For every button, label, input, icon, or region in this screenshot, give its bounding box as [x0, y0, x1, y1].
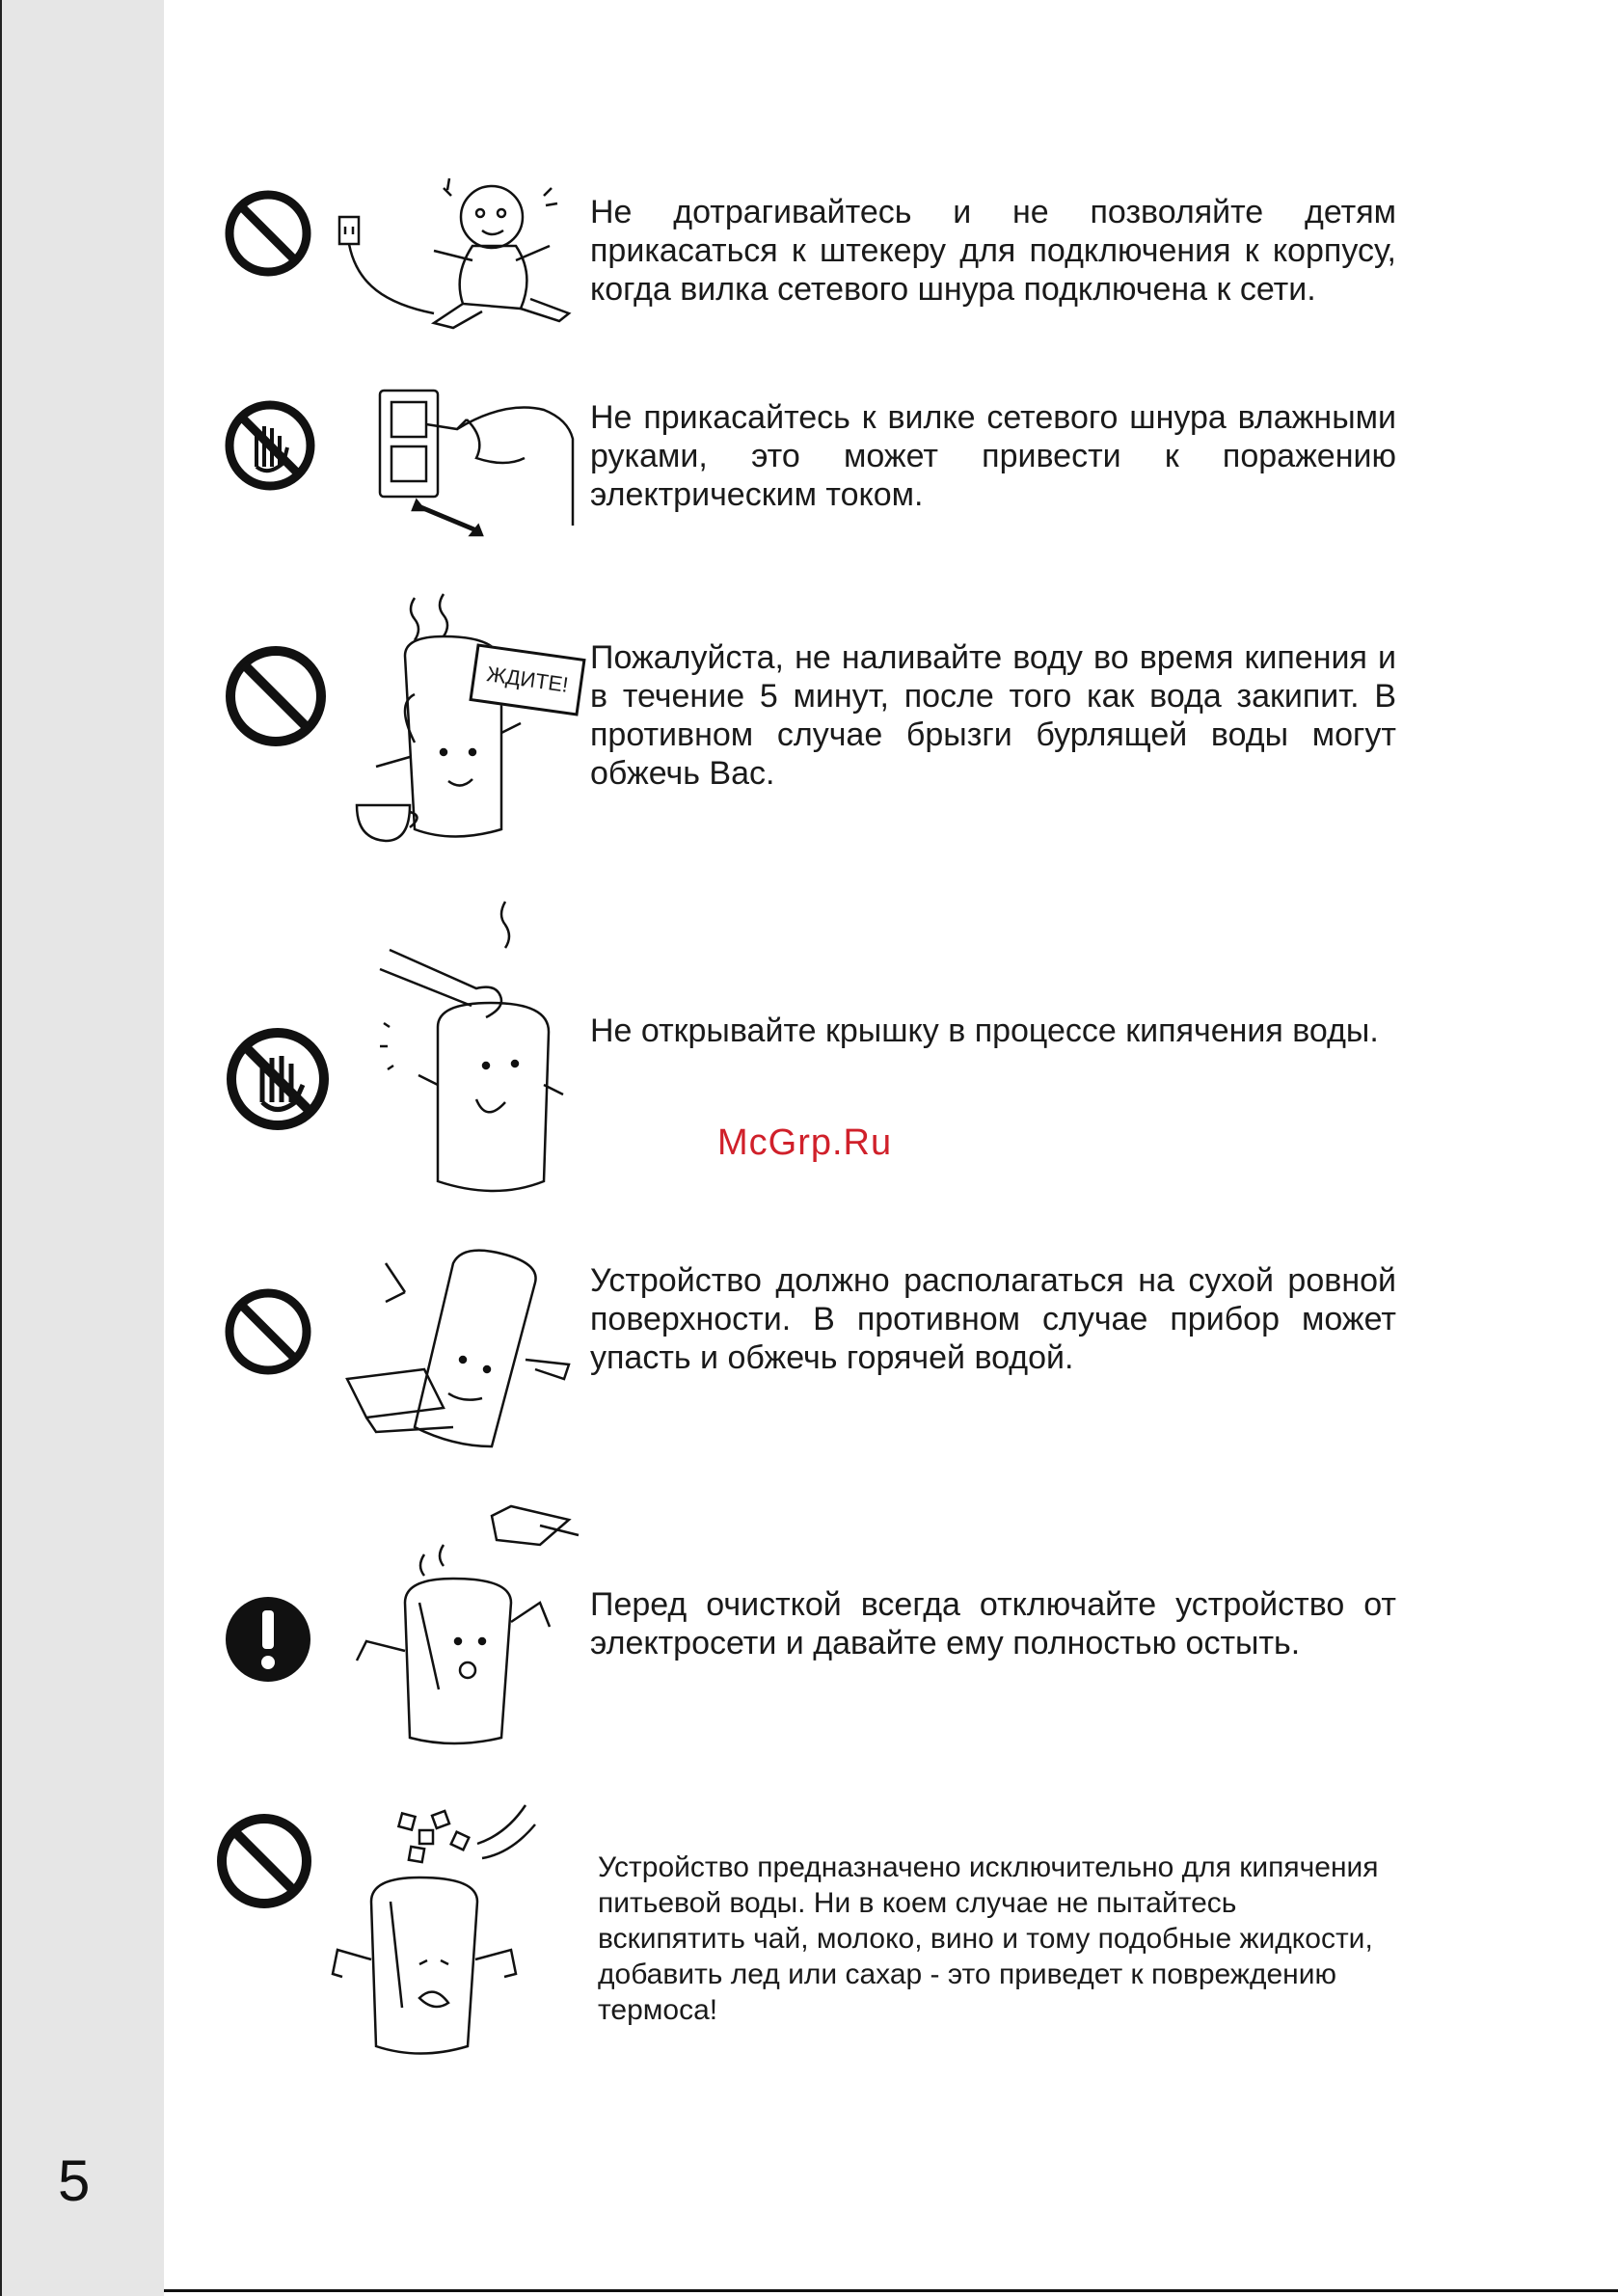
warning-text-7: Устройство предназначено исключительно для кипячения питьевой воды. Ни в коем случае не пытайтесь вскипятить чай, молоко, вино и тому подобные жидкости, добавить лед или сахар - это приведет к повреждению термоса!: [598, 1851, 1379, 2026]
tilting-kettle-illustration: [347, 1225, 579, 1456]
exclamation-icon: [224, 1595, 312, 1684]
no-wet-hands-icon: [224, 399, 316, 492]
prohibited-icon: [224, 189, 312, 278]
stop-hand-icon: [224, 1025, 332, 1133]
hand-opening-lid-illustration: [380, 892, 573, 1201]
wait-sign: ЖДИТЕ!: [469, 643, 585, 716]
warning-text-3: Пожалуйста, не наливайте воду во время кипения и в течение 5 минут, после того как вода закипит. В противном случае брызги бурлящей воды могут обжечь Вас.: [590, 639, 1396, 792]
prohibited-icon: [216, 1813, 312, 1909]
warning-text-1: Не дотрагивайтесь и не позволяйте детям прикасаться к штекеру для подключения к корпусу, когда вилка сетевого шнура подключена к сети.: [590, 194, 1396, 308]
child-touching-plug-illustration: [328, 169, 579, 333]
warning-text-4: Не открывайте крышку в процессе кипячения воды.: [590, 1013, 1379, 1049]
watermark: McGrp.Ru: [717, 1122, 893, 1163]
bottom-rule: [164, 2289, 1618, 2292]
prohibited-icon: [224, 1287, 312, 1376]
kettle-cleaning-illustration: [347, 1497, 579, 1747]
page-number: 5: [58, 2148, 91, 2213]
kettle-ice-sugar-illustration: [313, 1805, 545, 2066]
warning-text-6: Перед очисткой всегда отключайте устройство от электросети и давайте ему полностью остыть.: [590, 1586, 1396, 1661]
warning-text-5: Устройство должно располагаться на сухой ровной поверхности. В противном случае прибор может упасть и обжечь горячей водой.: [590, 1262, 1396, 1376]
kettle-wait-sign-illustration: [299, 588, 579, 849]
hand-unplugging-socket-illustration: [370, 381, 582, 535]
warning-text-2: Не прикасайтесь к вилке сетевого шнура влажными руками, это может привести к поражению электрическим током.: [590, 399, 1396, 513]
page-margin-band: [0, 0, 164, 2296]
